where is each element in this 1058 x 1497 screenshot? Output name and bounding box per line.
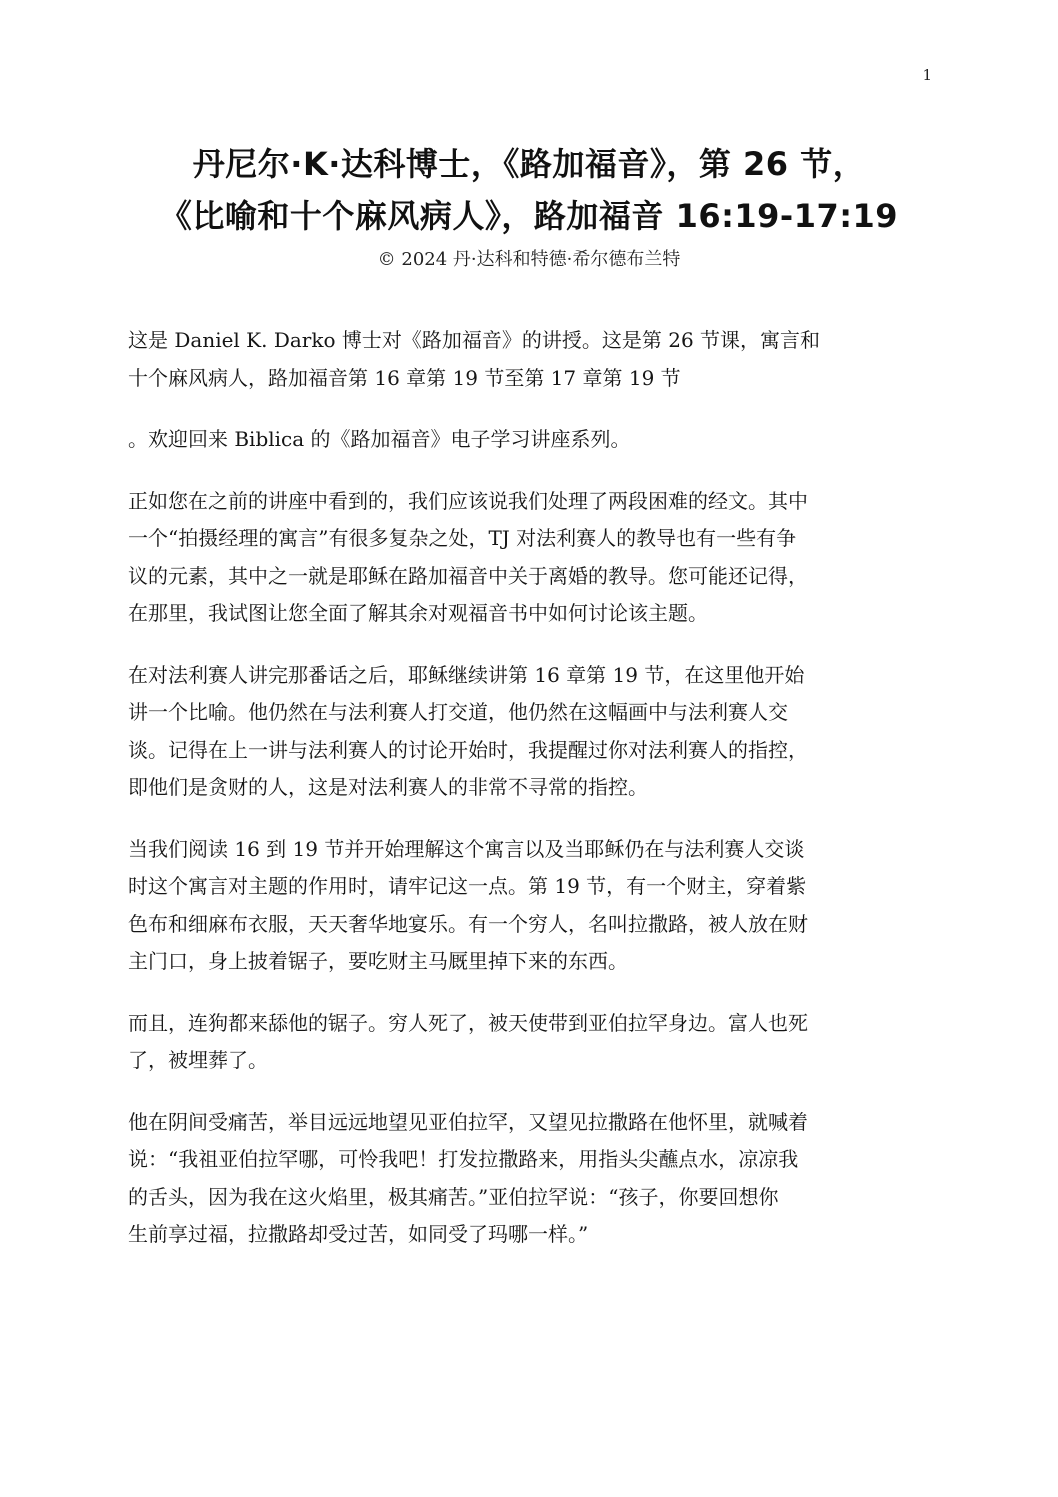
text-line: 的舌头，因为我在这火焰里，极其痛苦。”亚伯拉罕说：“孩子，你要回想你 — [128, 1184, 779, 1209]
text-line: 正如您在之前的讲座中看到的，我们应该说我们处理了两段困难的经文。其中 — [128, 488, 808, 513]
title-line-1: 丹尼尔·K·达科博士，《路加福音》，第 26 节， — [192, 145, 866, 183]
text-line: 当我们阅读 16 到 19 节并开始理解这个寓言以及当耶稣仍在与法利赛人交谈 — [128, 836, 805, 861]
text-line: 说：“我祖亚伯拉罕哪，可怜我吧！打发拉撒路来，用指头尖蘸点水，凉凉我 — [128, 1147, 799, 1171]
copyright-notice: © 2024 丹·达科和特德·希尔德布兰特 — [377, 249, 681, 270]
text-line: 生前享过福，拉撒路却受过苦，如同受了玛哪一样。” — [128, 1222, 589, 1246]
text-line: 主门口，身上披着锯子，要吃财主马厩里掉下来的东西。 — [128, 949, 628, 973]
paragraph-7 — [128, 1104, 932, 1254]
text-line: 。欢迎回来 Biblica 的《路加福音》电子学习讲座系列。 — [128, 427, 631, 451]
text-line: 在对法利赛人讲完那番话之后，耶稣继续讲第 16 章第 19 节，在这里他开始 — [128, 662, 805, 687]
text-line: 谈。记得在上一讲与法利赛人的讨论开始时，我提醒过你对法利赛人的指控， — [128, 737, 808, 762]
title-line-2: 《比喻和十个麻风病人》，路加福音 16:19-17:19 — [159, 197, 899, 235]
text-line: 即他们是贪财的人，这是对法利赛人的非常不寻常的指控。 — [128, 775, 648, 799]
paragraph-3 — [128, 483, 932, 633]
paragraph-6 — [128, 1005, 932, 1080]
text-line: 而且，连狗都来舔他的锯子。穷人死了，被天使带到亚伯拉罕身边。富人也死 — [128, 1010, 808, 1035]
text-line: 了，被埋葬了。 — [128, 1048, 268, 1072]
title-block — [60, 138, 998, 274]
text-line: 时这个寓言对主题的作用时，请牢记这一点。第 19 节，有一个财主，穿着紫 — [128, 874, 807, 898]
text-line: 讲一个比喻。他仍然在与法利赛人打交道，他仍然在这幅画中与法利赛人交 — [128, 700, 788, 724]
paragraph-2 — [128, 421, 932, 459]
text-line: 他在阴间受痛苦，举目远远地望见亚伯拉罕，又望见拉撒路在他怀里，就喊着 — [128, 1109, 808, 1134]
paragraph-4 — [128, 657, 932, 807]
text-line: 一个“拍摄经理的寓言”有很多复杂之处，TJ 对法利赛人的教导也有一些有争 — [128, 526, 797, 550]
text-line: 这是 Daniel K. Darko 博士对《路加福音》的讲授。这是第 26 节课，寓言和 — [128, 328, 821, 352]
page-number: 1 — [922, 66, 932, 84]
text-line: 十个麻风病人，路加福音第 16 章第 19 节至第 17 章第 19 节 — [128, 365, 681, 390]
paragraph-5 — [128, 831, 932, 981]
text-line: 议的元素，其中之一就是耶稣在路加福音中关于离婚的教导。您可能还记得， — [128, 563, 808, 588]
paragraph-1 — [128, 322, 932, 397]
text-line: 色布和细麻布衣服，天天奢华地宴乐。有一个穷人，名叫拉撒路，被人放在财 — [128, 911, 808, 936]
body-text — [128, 322, 932, 1278]
text-line: 在那里，我试图让您全面了解其余对观福音书中如何讨论该主题。 — [128, 601, 708, 625]
